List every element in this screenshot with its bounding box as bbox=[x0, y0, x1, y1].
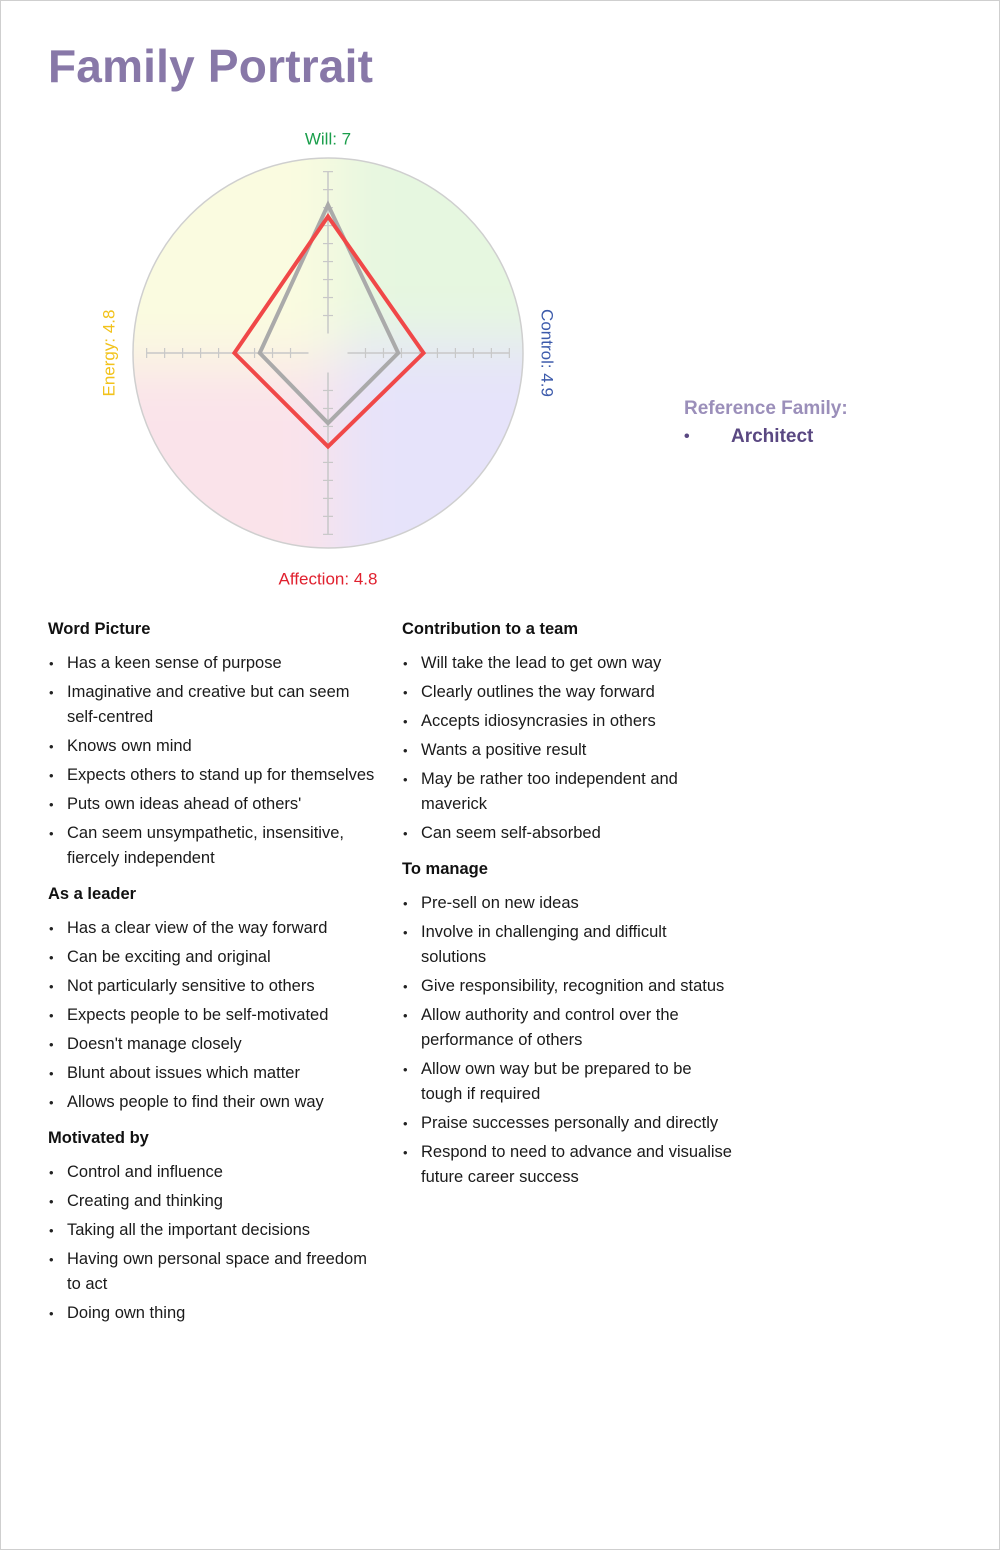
list-item: • Allow own way but be prepared to be tough if required bbox=[402, 1057, 732, 1107]
section-word-picture bbox=[48, 620, 378, 871]
section-title: Contribution to a team bbox=[402, 620, 578, 638]
list-item: • Accepts idiosyncrasies in others bbox=[402, 709, 732, 734]
axis-label-will: Will: 7 bbox=[304, 129, 352, 149]
radar-chart bbox=[1, 101, 661, 601]
section-as-a-leader bbox=[48, 885, 378, 1115]
list-item: • Give responsibility, recognition and status bbox=[402, 974, 732, 999]
bullet-list bbox=[48, 916, 378, 1115]
section-motivated-by bbox=[48, 1129, 378, 1326]
list-item: • May be rather too independent and maverick bbox=[402, 767, 732, 817]
left-column bbox=[48, 620, 378, 1340]
list-item: • Puts own ideas ahead of others' bbox=[48, 792, 378, 817]
section-title: Motivated by bbox=[48, 1129, 149, 1147]
reference-family bbox=[684, 398, 848, 448]
list-item: • Allows people to find their own way bbox=[48, 1090, 378, 1115]
right-column bbox=[402, 620, 732, 1204]
list-item: • Doesn't manage closely bbox=[48, 1032, 378, 1057]
list-item: • Will take the lead to get own way bbox=[402, 651, 732, 676]
list-item: • Allow authority and control over the performance of others bbox=[402, 1003, 732, 1053]
list-item: • Doing own thing bbox=[48, 1301, 378, 1326]
list-item: • Not particularly sensitive to others bbox=[48, 974, 378, 999]
list-item: • Can be exciting and original bbox=[48, 945, 378, 970]
list-item: • Taking all the important decisions bbox=[48, 1218, 378, 1243]
section-title: As a leader bbox=[48, 885, 137, 903]
section-title: To manage bbox=[402, 860, 488, 878]
bullet-list bbox=[402, 651, 732, 846]
list-item: • Can seem self-absorbed bbox=[402, 821, 732, 846]
list-item: • Expects people to be self-motivated bbox=[48, 1003, 378, 1028]
list-item: • Respond to need to advance and visualise future career success bbox=[402, 1140, 732, 1190]
list-item: • Involve in challenging and difficult solutions bbox=[402, 920, 732, 970]
list-item: • Knows own mind bbox=[48, 734, 378, 759]
axis-label-control: Control: 4.9 bbox=[537, 309, 557, 397]
axis-label-energy: Energy: 4.8 bbox=[99, 309, 119, 397]
list-item: • Blunt about issues which matter bbox=[48, 1061, 378, 1086]
list-item: • Can seem unsympathetic, insensitive, fiercely independent bbox=[48, 821, 378, 871]
list-item: • Wants a positive result bbox=[402, 738, 732, 763]
bullet-list bbox=[48, 1160, 378, 1326]
bullet-list bbox=[402, 891, 732, 1190]
list-item: • Having own personal space and freedom to act bbox=[48, 1247, 378, 1297]
bullet-icon: • bbox=[684, 428, 690, 445]
list-item: • Control and influence bbox=[48, 1160, 378, 1185]
list-item: • Pre-sell on new ideas bbox=[402, 891, 732, 916]
list-item: • Creating and thinking bbox=[48, 1189, 378, 1214]
reference-family-item bbox=[684, 426, 848, 448]
section-to-manage bbox=[402, 860, 732, 1190]
section-contribution-to-a-team bbox=[402, 620, 732, 846]
list-item: • Clearly outlines the way forward bbox=[402, 680, 732, 705]
list-item: • Imaginative and creative but can seem self-centred bbox=[48, 680, 378, 730]
list-item: • Praise successes personally and directly bbox=[402, 1111, 732, 1136]
reference-family-label: Reference Family: bbox=[684, 398, 848, 419]
list-item: • Has a clear view of the way forward bbox=[48, 916, 378, 941]
bullet-list bbox=[48, 651, 378, 871]
page-title: Family Portrait bbox=[48, 40, 374, 92]
list-item: • Has a keen sense of purpose bbox=[48, 651, 378, 676]
axis-label-affection: Affection: 4.8 bbox=[278, 569, 378, 589]
list-item: • Expects others to stand up for themselves bbox=[48, 763, 378, 788]
reference-family-name: Architect bbox=[731, 426, 814, 447]
section-title: Word Picture bbox=[48, 620, 151, 638]
